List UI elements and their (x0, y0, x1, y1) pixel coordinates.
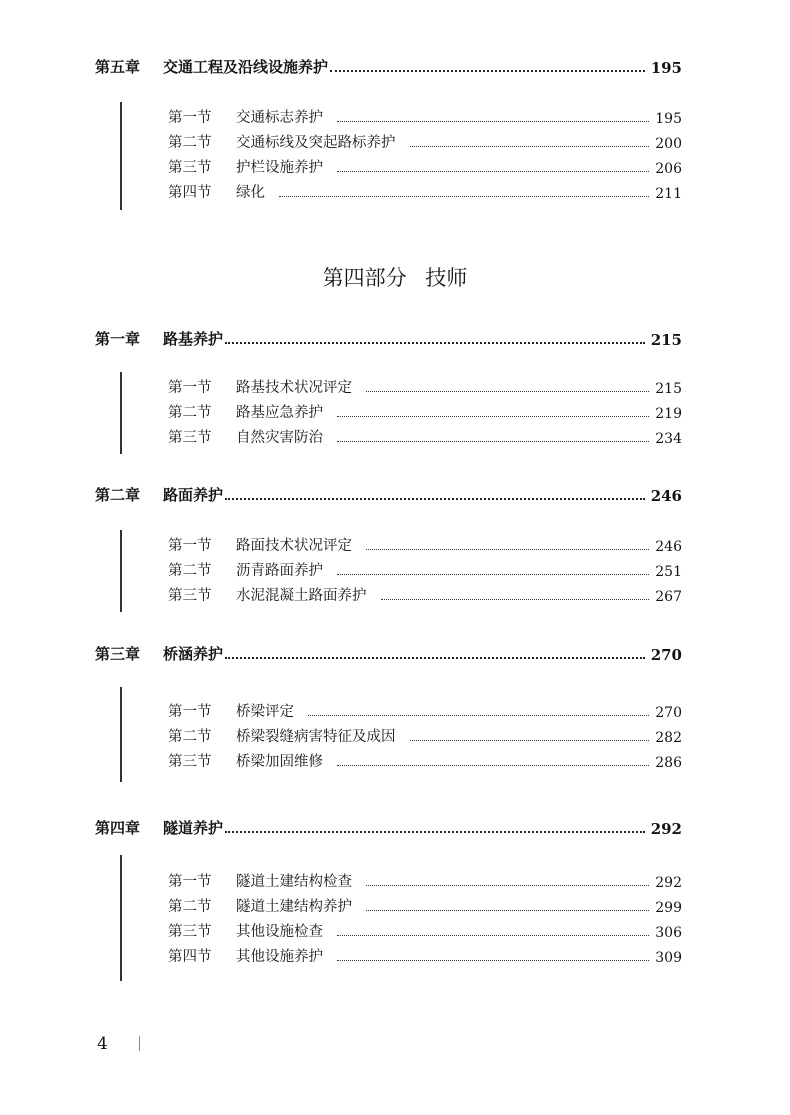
chapter-title: 隧道养护 (163, 819, 224, 837)
section-page-number: 195 (655, 111, 682, 127)
chapter-page-number: 195 (650, 59, 682, 77)
dot-leader (337, 960, 649, 961)
section-group-bar (120, 855, 122, 981)
toc-section[interactable] (168, 155, 682, 177)
toc-section[interactable] (168, 724, 682, 746)
section-title: 路基应急养护 (236, 405, 323, 421)
dot-leader (225, 342, 645, 344)
toc-section[interactable] (168, 749, 682, 771)
dot-leader (337, 171, 649, 172)
section-page-number: 292 (655, 875, 682, 891)
section-number: 第一节 (168, 380, 212, 396)
section-title: 其他设施养护 (236, 949, 323, 965)
section-title: 其他设施检查 (236, 924, 323, 940)
dot-leader (279, 196, 649, 197)
section-title: 自然灾害防治 (236, 430, 323, 446)
toc-chapter-1[interactable] (95, 327, 682, 349)
dot-leader (337, 765, 649, 766)
section-title: 水泥混凝土路面养护 (236, 588, 367, 604)
section-number: 第一节 (168, 538, 212, 554)
dot-leader (225, 498, 645, 500)
toc-section[interactable] (168, 583, 682, 605)
dot-leader (366, 391, 649, 392)
section-number: 第四节 (168, 949, 212, 965)
section-title: 隧道土建结构检查 (236, 874, 352, 890)
chapter-number: 第四章 (95, 819, 141, 837)
chapter-number: 第二章 (95, 486, 141, 504)
section-page-number: 309 (655, 950, 682, 966)
section-page-number: 206 (655, 161, 682, 177)
section-group-bar (120, 687, 122, 782)
folio-divider (139, 1036, 140, 1051)
toc-section[interactable] (168, 699, 682, 721)
dot-leader (337, 935, 649, 936)
section-number: 第三节 (168, 430, 212, 446)
chapter-number: 第一章 (95, 330, 141, 348)
toc-section[interactable] (168, 105, 682, 127)
chapter-title: 交通工程及沿线设施养护 (163, 58, 329, 76)
dot-leader (337, 574, 649, 575)
section-page-number: 306 (655, 925, 682, 941)
dot-leader (337, 416, 649, 417)
chapter-title: 路面养护 (163, 486, 224, 504)
section-page-number: 267 (655, 589, 682, 605)
section-page-number: 219 (655, 406, 682, 422)
toc-section[interactable] (168, 558, 682, 580)
section-page-number: 270 (655, 705, 682, 721)
section-title: 路基技术状况评定 (236, 380, 352, 396)
toc-section[interactable] (168, 400, 682, 422)
section-group-bar (120, 372, 122, 454)
section-title: 桥梁评定 (236, 704, 294, 720)
section-page-number: 246 (655, 539, 682, 555)
section-title: 绿化 (236, 185, 265, 201)
chapter-page-number: 246 (650, 487, 682, 505)
part-heading: 第四部分 技师 (322, 266, 468, 290)
toc-section[interactable] (168, 533, 682, 555)
section-group-bar (120, 102, 122, 210)
toc-section[interactable] (168, 944, 682, 966)
toc-section[interactable] (168, 180, 682, 202)
chapter-page-number: 215 (650, 331, 682, 349)
section-number: 第三节 (168, 754, 212, 770)
section-number: 第二节 (168, 563, 212, 579)
toc-section[interactable] (168, 894, 682, 916)
section-number: 第四节 (168, 185, 212, 201)
dot-leader (337, 441, 649, 442)
section-page-number: 215 (655, 381, 682, 397)
section-number: 第三节 (168, 924, 212, 940)
section-title: 护栏设施养护 (236, 160, 323, 176)
dot-leader (225, 657, 645, 659)
section-page-number: 286 (655, 755, 682, 771)
toc-section[interactable] (168, 919, 682, 941)
dot-leader (410, 740, 650, 741)
section-number: 第二节 (168, 135, 212, 151)
toc-section[interactable] (168, 869, 682, 891)
section-number: 第二节 (168, 405, 212, 421)
dot-leader (410, 146, 650, 147)
dot-leader (366, 910, 649, 911)
dot-leader (381, 599, 650, 600)
section-page-number: 299 (655, 900, 682, 916)
dot-leader (330, 70, 645, 72)
toc-chapter-3[interactable] (95, 642, 682, 664)
toc-section[interactable] (168, 375, 682, 397)
chapter-page-number: 270 (650, 646, 682, 664)
toc-chapter-5[interactable] (95, 55, 682, 77)
chapter-title: 桥涵养护 (163, 645, 224, 663)
section-group-bar (120, 530, 122, 612)
dot-leader (366, 549, 649, 550)
toc-section[interactable] (168, 130, 682, 152)
dot-leader (225, 831, 645, 833)
chapter-number: 第三章 (95, 645, 141, 663)
dot-leader (308, 715, 649, 716)
section-title: 桥梁裂缝病害特征及成因 (236, 729, 396, 745)
section-title: 交通标志养护 (236, 110, 323, 126)
section-title: 交通标线及突起路标养护 (236, 135, 396, 151)
section-title: 沥青路面养护 (236, 563, 323, 579)
dot-leader (366, 885, 649, 886)
section-page-number: 211 (655, 186, 682, 202)
section-title: 桥梁加固维修 (236, 754, 323, 770)
section-number: 第二节 (168, 899, 212, 915)
page-folio-number: 4 (97, 1034, 108, 1054)
section-number: 第一节 (168, 704, 212, 720)
toc-section[interactable] (168, 425, 682, 447)
chapter-number: 第五章 (95, 58, 141, 76)
section-page-number: 251 (655, 564, 682, 580)
section-page-number: 200 (655, 136, 682, 152)
chapter-page-number: 292 (650, 820, 682, 838)
toc-chapter-2[interactable] (95, 483, 682, 505)
toc-chapter-4[interactable] (95, 816, 682, 838)
section-number: 第三节 (168, 160, 212, 176)
section-title: 隧道土建结构养护 (236, 899, 352, 915)
section-number: 第三节 (168, 588, 212, 604)
section-page-number: 282 (655, 730, 682, 746)
section-number: 第一节 (168, 874, 212, 890)
dot-leader (337, 121, 649, 122)
section-page-number: 234 (655, 431, 682, 447)
section-number: 第一节 (168, 110, 212, 126)
section-title: 路面技术状况评定 (236, 538, 352, 554)
chapter-title: 路基养护 (163, 330, 224, 348)
section-number: 第二节 (168, 729, 212, 745)
